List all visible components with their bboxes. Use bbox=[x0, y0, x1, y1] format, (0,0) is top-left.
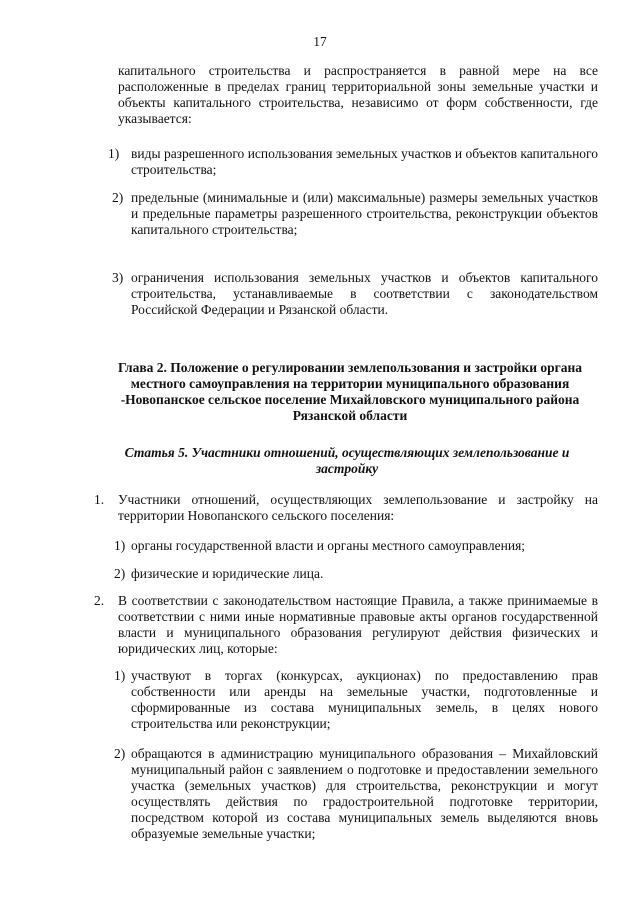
item2-sub1-text: участвуют в торгах (конкурсах, аукционах) по предоставлению прав собственности или аренды на земельные участки, подготовленные и сформированные из состава муниципальных земель, в целях нового строительства или реконструкции; bbox=[131, 668, 598, 731]
list1-item3-marker: 3) bbox=[112, 270, 124, 285]
intro-paragraph: капитального строительства и распространяется в равной мере на все расположенные в пределах границ территориальной зоны земельные участки и объекты капитального строительства, независимо от форм собственности, где указывается: bbox=[118, 63, 598, 126]
list1-item2-marker: 2) bbox=[112, 190, 124, 205]
item1-marker: 1. bbox=[94, 492, 105, 507]
item2-sub1-marker: 1) bbox=[114, 668, 126, 683]
page-number: 17 bbox=[313, 34, 327, 49]
item1-sub2-marker: 2) bbox=[114, 566, 126, 581]
item1-sub2-text: физические и юридические лица. bbox=[131, 566, 324, 581]
list1-item3-text: ограничения использования земельных участков и объектов капитального строительства, устанавливаемые в соответствии с законодательством Российской Федерации и Рязанской области. bbox=[131, 270, 598, 317]
list1-item2-text: предельные (минимальные и (или) максимальные) размеры земельных участков и предельные параметры разрешенного строительства, реконструкции объектов капитального строительства; bbox=[131, 190, 598, 237]
list1-item1-marker: 1) bbox=[108, 146, 120, 161]
chapter-heading: Глава 2. Положение о регулировании землепользования и застройки органа местного самоуправления на территории муниципального образования -Новопанское сельское поселение Михайловского муниципального района Рязанской области bbox=[117, 360, 583, 423]
item2-marker: 2. bbox=[94, 593, 105, 608]
item1-sub1-text: органы государственной власти и органы местного самоуправления; bbox=[131, 538, 526, 553]
item2-text: В соответствии с законодательством настоящие Правила, а также принимаемые в соответствии с ними иные нормативные правовые акты органов государственной власти и муниципального образования регулируют действия физических и юридических лиц, которые: bbox=[118, 593, 598, 656]
item1-text: Участники отношений, осуществляющих землепользование и застройку на территории Новопанского сельского поселения: bbox=[118, 492, 598, 523]
article-heading: Статья 5. Участники отношений, осуществляющих землепользование и застройку bbox=[124, 445, 570, 476]
item2-sub2-marker: 2) bbox=[114, 746, 126, 761]
list1-item1-text: виды разрешенного использования земельных участков и объектов капитального строительства; bbox=[131, 146, 598, 177]
item2-sub2-text: обращаются в администрацию муниципального образования – Михайловский муниципальный район с заявлением о подготовке и предоставлении земельного участка (земельных участков) для строительства, реконструкции и могут осуществлять действия по градостроительной подготовке территории, посредством которой из состава муниципальных земель выделяются вновь образуемые земельные участки; bbox=[131, 746, 598, 841]
item1-sub1-marker: 1) bbox=[114, 538, 126, 553]
